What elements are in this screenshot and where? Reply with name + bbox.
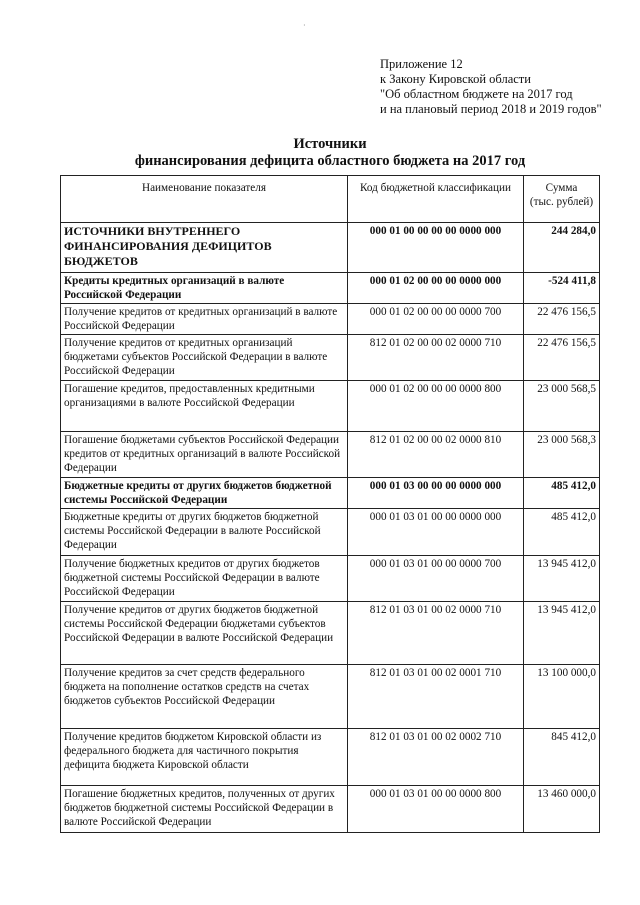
title-line: финансирования дефицита областного бюджета на 2017 год xyxy=(134,153,526,169)
table-row xyxy=(61,432,600,478)
row-name: Получение кредитов от кредитных организаций в валюте Российской Федерации xyxy=(61,304,348,335)
row-sum: 22 476 156,5 xyxy=(524,304,600,335)
row-code: 812 01 03 01 00 02 0000 710 xyxy=(348,602,524,665)
table-row xyxy=(61,478,600,509)
table-row xyxy=(61,223,600,273)
table-row xyxy=(61,729,600,786)
row-code: 000 01 02 00 00 00 0000 700 xyxy=(348,304,524,335)
table-row xyxy=(61,556,600,602)
appendix-line: "Об областном бюджете на 2017 год xyxy=(380,87,573,101)
row-name: Погашение бюджетных кредитов, полученных от других бюджетов бюджетной системы Российской Федерации в валюте Российской Федерации xyxy=(61,786,348,833)
row-name: Погашение бюджетами субъектов Российской Федерации кредитов от кредитных организаций в валюте Российской Федерации xyxy=(61,432,348,478)
row-sum: 244 284,0 xyxy=(524,223,600,273)
row-sum: 23 000 568,5 xyxy=(524,381,600,432)
row-code: 000 01 00 00 00 00 0000 000 xyxy=(348,223,524,273)
row-name: Бюджетные кредиты от других бюджетов бюджетной системы Российской Федерации в валюте Российской Федерации xyxy=(61,509,348,556)
appendix-line: Приложение 12 xyxy=(380,57,463,71)
table-row xyxy=(61,602,600,665)
title-line: Источники xyxy=(293,136,367,152)
row-sum: 485 412,0 xyxy=(524,478,600,509)
row-name: Получение кредитов бюджетом Кировской области из федерального бюджета для частичного покрытия дефицита бюджета Кировской области xyxy=(61,729,348,786)
row-name: Погашение кредитов, предоставленных кредитными организациями в валюте Российской Федерации xyxy=(61,381,348,432)
row-sum: 13 945 412,0 xyxy=(524,556,600,602)
appendix-line: к Закону Кировской области xyxy=(380,72,531,86)
row-code: 000 01 02 00 00 00 0000 800 xyxy=(348,381,524,432)
table-row xyxy=(61,509,600,556)
table-row xyxy=(61,665,600,729)
row-code: 000 01 03 01 00 00 0000 700 xyxy=(348,556,524,602)
row-name: Получение кредитов от других бюджетов бюджетной системы Российской Федерации бюджетами субъектов Российской Федерации в валюте Российской Федерации xyxy=(61,602,348,665)
row-name: ИСТОЧНИКИ ВНУТРЕННЕГО ФИНАНСИРОВАНИЯ ДЕФИЦИТОВ БЮДЖЕТОВ xyxy=(61,223,348,273)
header-code: Код бюджетной классификации xyxy=(348,176,524,223)
row-sum: 845 412,0 xyxy=(524,729,600,786)
row-code: 000 01 03 01 00 00 0000 000 xyxy=(348,509,524,556)
header-sum-label: Сумма xyxy=(545,182,578,194)
row-code: 000 01 02 00 00 00 0000 000 xyxy=(348,273,524,304)
table-row xyxy=(61,381,600,432)
row-sum: 23 000 568,3 xyxy=(524,432,600,478)
row-sum: 485 412,0 xyxy=(524,509,600,556)
header-name: Наименование показателя xyxy=(61,176,348,223)
row-sum: 13 945 412,0 xyxy=(524,602,600,665)
appendix-note xyxy=(380,57,602,117)
row-code: 812 01 03 01 00 02 0001 710 xyxy=(348,665,524,729)
row-code: 812 01 02 00 00 02 0000 810 xyxy=(348,432,524,478)
header-sum-unit: (тыс. рублей) xyxy=(529,196,594,208)
row-sum: 13 100 000,0 xyxy=(524,665,600,729)
row-name: Получение бюджетных кредитов от других бюджетов бюджетной системы Российской Федерации в валюте Российской Федерации xyxy=(61,556,348,602)
row-name: Кредиты кредитных организаций в валюте Российской Федерации xyxy=(61,273,348,304)
row-code: 000 01 03 00 00 00 0000 000 xyxy=(348,478,524,509)
row-name: Бюджетные кредиты от других бюджетов бюджетной системы Российской Федерации xyxy=(61,478,348,509)
row-name: Получение кредитов от кредитных организаций бюджетами субъектов Российской Федерации в валюте Российской Федерации xyxy=(61,335,348,381)
row-name: Получение кредитов за счет средств федерального бюджета на пополнение остатков средств на счетах бюджетов субъектов Российской Федерации xyxy=(61,665,348,729)
financing-sources-table xyxy=(60,175,600,833)
row-code: 812 01 02 00 00 02 0000 710 xyxy=(348,335,524,381)
row-sum: 22 476 156,5 xyxy=(524,335,600,381)
table-header-row xyxy=(61,176,600,223)
row-code: 000 01 03 01 00 00 0000 800 xyxy=(348,786,524,833)
table-row xyxy=(61,273,600,304)
table-row xyxy=(61,335,600,381)
table-row xyxy=(61,786,600,833)
row-sum: 13 460 000,0 xyxy=(524,786,600,833)
row-code: 812 01 03 01 00 02 0002 710 xyxy=(348,729,524,786)
table-row xyxy=(61,304,600,335)
scan-mark: · xyxy=(303,21,306,30)
row-sum: -524 411,8 xyxy=(524,273,600,304)
appendix-line: и на плановый период 2018 и 2019 годов" xyxy=(380,102,602,116)
document-title xyxy=(60,136,600,170)
header-sum xyxy=(524,176,600,223)
